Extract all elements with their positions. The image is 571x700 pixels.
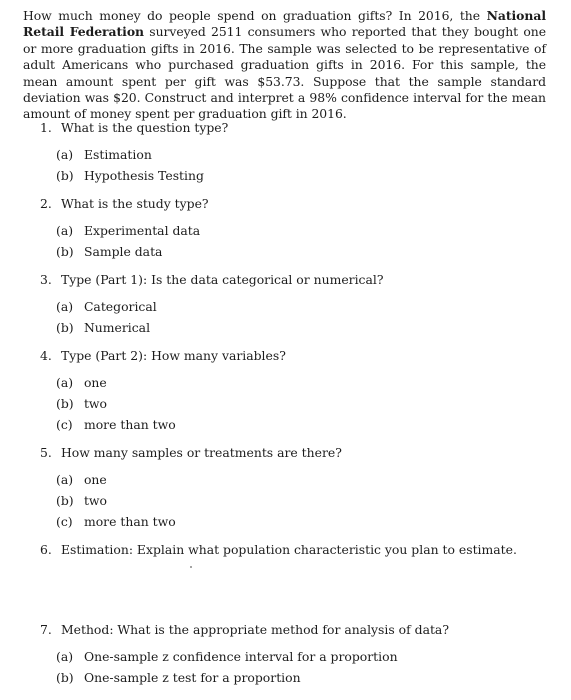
question-5-option-a — [56, 472, 107, 488]
option-text: one — [83, 472, 107, 487]
option-label: (b) — [56, 244, 74, 259]
option-label: (b) — [56, 670, 74, 685]
option-label: (a) — [56, 147, 74, 162]
option-text: more than two — [83, 514, 176, 529]
option-label: (c) — [56, 514, 73, 529]
intro-bold-organization: National Retail Federation — [23, 8, 546, 40]
question-text: Method: What is the appropriate method for analysis of data? — [60, 622, 449, 637]
question-2-option-a — [56, 223, 200, 239]
option-text: two — [83, 396, 107, 411]
option-label: (a) — [56, 299, 74, 314]
option-text: Sample data — [83, 244, 163, 259]
question-number: 4. — [40, 348, 52, 363]
option-label: (a) — [56, 472, 74, 487]
question-3 — [40, 272, 383, 288]
option-label: (b) — [56, 396, 74, 411]
question-2 — [40, 196, 209, 212]
question-1-option-b — [56, 168, 204, 184]
option-text: Numerical — [83, 320, 151, 335]
question-7-option-b — [56, 670, 301, 686]
question-4 — [40, 348, 286, 364]
option-label: (a) — [56, 223, 74, 238]
option-text: one — [83, 375, 107, 390]
question-number: 3. — [40, 272, 52, 287]
question-number: 5. — [40, 445, 52, 460]
question-5-option-b — [56, 493, 107, 509]
question-number: 1. — [40, 120, 52, 135]
option-text: two — [83, 493, 107, 508]
option-label: (b) — [56, 493, 74, 508]
option-label: (b) — [56, 320, 74, 335]
question-4-option-c — [56, 417, 176, 433]
question-4-option-b — [56, 396, 107, 412]
question-7 — [40, 622, 449, 638]
question-1-option-a — [56, 147, 152, 163]
question-4-option-a — [56, 375, 107, 391]
option-text: Hypothesis Testing — [83, 168, 204, 183]
question-number: 6. — [40, 542, 52, 557]
option-label: (b) — [56, 168, 74, 183]
question-5 — [40, 445, 342, 461]
option-text: more than two — [83, 417, 176, 432]
problem-statement — [23, 8, 546, 123]
question-number: 2. — [40, 196, 52, 211]
intro-text-1: How much money do people spend on graduation gifts? In 2016, the — [23, 8, 487, 23]
option-text: Categorical — [83, 299, 157, 314]
question-5-option-c — [56, 514, 176, 530]
question-text: What is the study type? — [60, 196, 209, 211]
question-text: How many samples or treatments are there? — [60, 445, 342, 460]
question-number: 7. — [40, 622, 52, 637]
option-text: Experimental data — [83, 223, 201, 238]
question-text: What is the question type? — [60, 120, 229, 135]
question-3-option-b — [56, 320, 150, 336]
question-7-option-a — [56, 649, 398, 665]
option-text: One-sample z confidence interval for a proportion — [83, 649, 398, 664]
question-6 — [40, 542, 517, 558]
intro-text-2: surveyed 2511 consumers who reported that they bought one or more graduation gifts in 2016. The sample was selected to be representative of adult Americans who purchased graduation gifts in 2016. For this sample, the mean amount spent per gift was $53.73. Suppose that the sample standard deviation was $20. Construct and interpret a 98% confidence interval for the mean amount of money spent per graduation gift in 2016. — [23, 24, 546, 122]
question-2-option-b — [56, 244, 162, 260]
question-3-option-a — [56, 299, 157, 315]
question-1 — [40, 120, 228, 136]
option-label: (a) — [56, 375, 74, 390]
question-text: Estimation: Explain what population characteristic you plan to estimate. — [60, 542, 517, 557]
option-label: (c) — [56, 417, 73, 432]
option-text: Estimation — [83, 147, 152, 162]
question-text: Type (Part 2): How many variables? — [60, 348, 286, 363]
stray-mark — [190, 566, 192, 568]
question-text: Type (Part 1): Is the data categorical or numerical? — [60, 272, 384, 287]
option-text: One-sample z test for a proportion — [83, 670, 301, 685]
option-label: (a) — [56, 649, 74, 664]
